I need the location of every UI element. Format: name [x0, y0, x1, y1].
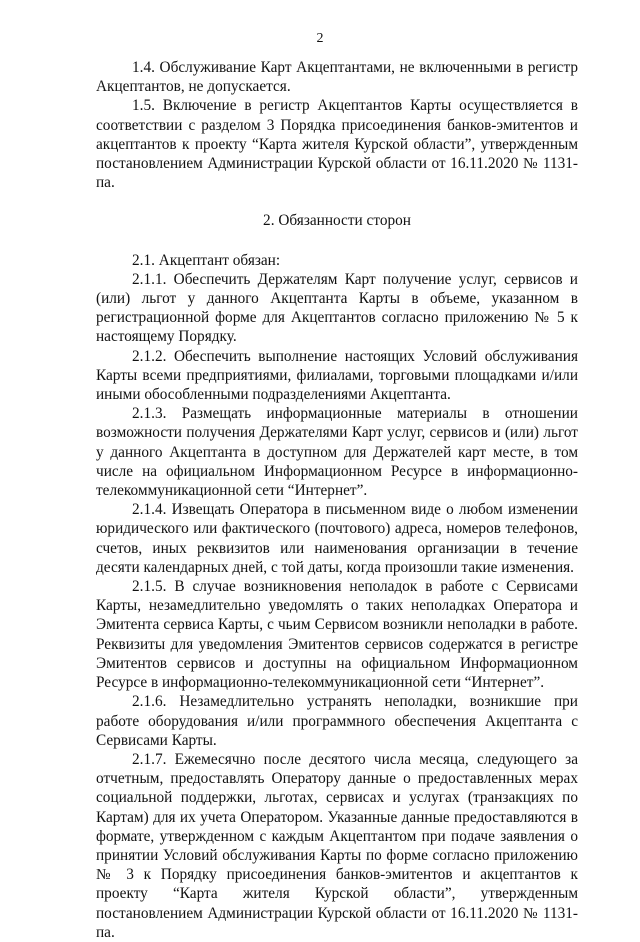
paragraph-2-1-6: 2.1.6. Незамедлительно устранять неполадки, возникшие при работе оборудования и/или программного обеспечения Акцептанта с Сервисами Карты. — [96, 693, 578, 749]
paragraph-2-1-7: 2.1.7. Ежемесячно после десятого числа месяца, следующего за отчетным, предоставлять Оператору данные о предоставленных мерах социальной поддержки, льготах, сервисах и услугах (транзакциях по Картам) для их учета Оператором. Указанные данные предоставляются в формате, утвержденном с каждым Акцептантом при подаче заявления о принятии Условий обслуживания Карты по форме согласно приложению № 3 к Порядку присоединения банков-эмитентов и акцептантов к проекту “Карта жителя Курской области”, утвержденным постановлением Администрации Курской области от 16.11.2020 № 1131-па. — [96, 750, 578, 941]
paragraph-2-1-5: 2.1.5. В случае возникновения неполадок в работе с Сервисами Карты, незамедлительно уведомлять о таких неполадках Оператора и Эмитента сервиса Карты, с чьим Сервисом возникли неполадки в работе. Реквизиты для уведомления Эмитентов сервисов содержатся в регистре Эмитентов сервисов и доступны на официальном Информационном Ресурсе в информационно-телекоммуникационной сети “Интернет”. — [96, 578, 578, 692]
paragraph-2-1-4: 2.1.4. Извещать Оператора в письменном виде о любом изменении юридического или фактического (почтового) адреса, номеров телефонов, счетов, иных реквизитов или наименования организации в течение десяти календарных дней, с той даты, когда произошли такие изменения. — [96, 501, 578, 576]
paragraph-1-4: 1.4. Обслуживание Карт Акцептантами, не включенными в регистр Акцептантов, не допускается. — [96, 59, 578, 96]
paragraph-2-1: 2.1. Акцептант обязан: — [132, 251, 281, 269]
document-body — [96, 58, 578, 942]
paragraph-1-5: 1.5. Включение в регистр Акцептантов Карты осуществляется в соответствии с разделом 3 Порядка присоединения банков-эмитентов и акцептантов к проекту “Карта жителя Курской области”, утвержденным постановлением Администрации Курской области от 16.11.2020 № 1131-па. — [96, 97, 578, 192]
paragraph-2-1-2: 2.1.2. Обеспечить выполнение настоящих Условий обслуживания Карты всеми предприятиями, филиалами, торговыми площадками и/или иными обособленными подразделениями Акцептанта. — [96, 347, 578, 404]
page-number: 2 — [316, 31, 324, 46]
section-title: 2. Обязанности сторон — [263, 212, 411, 230]
paragraph-2-1-1: 2.1.1. Обеспечить Держателям Карт получение услуг, сервисов и (или) льгот у данного Акцептанта Карты в объеме, указанном в регистрационной форме для Акцептантов согласно приложению № 5 к настоящему Порядку. — [96, 270, 578, 346]
paragraph-2-1-3: 2.1.3. Размещать информационные материалы в отношении возможности получения Держателями Карт услуг, сервисов и (или) льгот у данного Акцептанта в доступном для Держателей карт месте, в том числе на официальном Информационном Ресурсе в информационно-телекоммуникационной сети “Интернет”. — [96, 405, 578, 500]
